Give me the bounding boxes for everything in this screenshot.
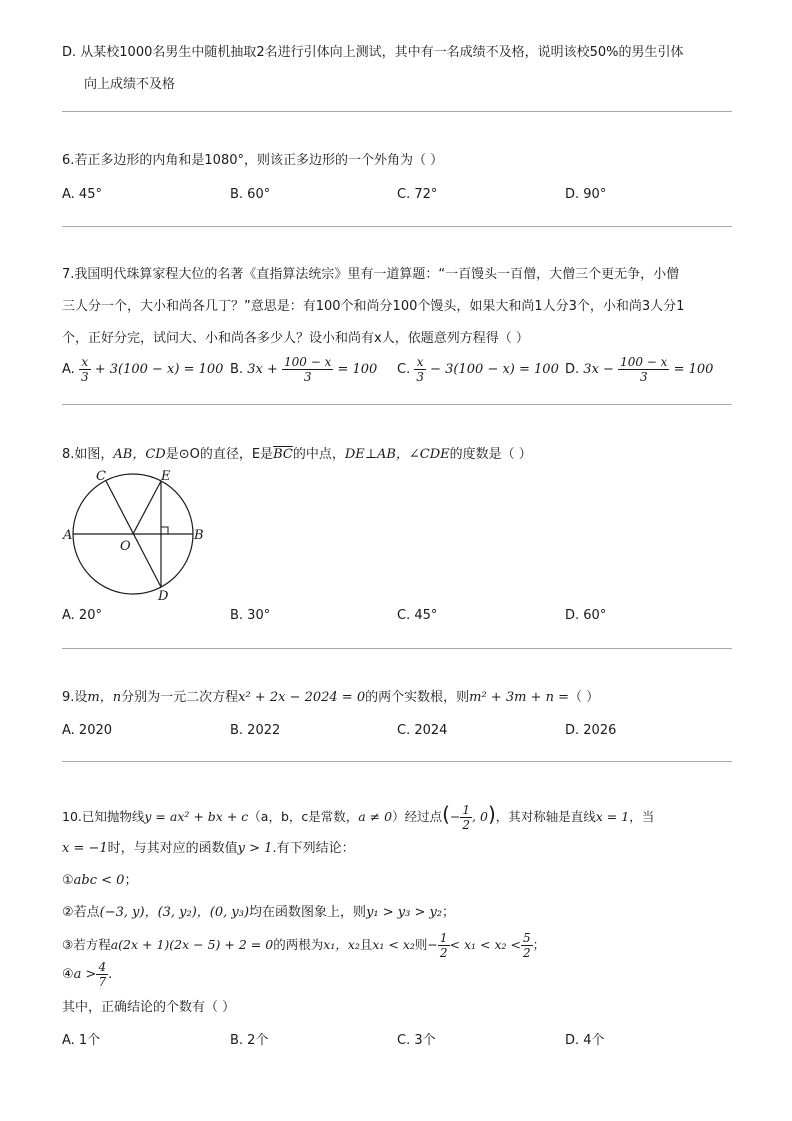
label-e: E — [161, 469, 171, 484]
fraction: $\frac{100 - x}{3}$ — [283, 355, 332, 384]
fraction: $\frac{100 - x}{3}$ — [620, 355, 668, 384]
option-label: C. — [397, 362, 411, 377]
q10-option-d[interactable]: D. 4个 — [565, 1033, 605, 1048]
q8-option-a[interactable]: A. 20° — [62, 608, 102, 623]
q5-option-d-line1: D. 从某校1000名男生中随机抽取2名进行引体向上测试，其中有一名成绩不及格，说明该校50%的男生引体 — [62, 45, 684, 60]
q9-option-b[interactable]: B. 2022 — [230, 723, 281, 738]
option-label: A. — [62, 362, 75, 377]
circle-diagram — [60, 466, 210, 604]
q9-stem: 9.设m，n分别为一元二次方程x² + 2x − 2024 = 0的两个实数根，则m² + 3m + n =（ ） — [62, 690, 600, 705]
separator — [62, 111, 732, 112]
fraction: $\frac{x}{3}$ — [416, 355, 424, 384]
q10-question: 其中，正确结论的个数有（ ） — [62, 1000, 236, 1015]
label-o: O — [120, 539, 131, 554]
label-d: D — [158, 589, 169, 604]
q6-option-b[interactable]: B. 60° — [230, 187, 271, 202]
label-a: A — [63, 528, 73, 543]
segment-oe — [133, 481, 161, 534]
label-b: B — [194, 528, 204, 543]
label-c: C — [96, 469, 106, 484]
q10-stem-line1: 10.已知抛物线y = ax² + bx + c（a，b，c是常数，a ≠ 0）经过点(− $\frac{1}{2}$ , 0)，其对称轴是直线x = 1，当 — [62, 802, 655, 832]
q7-option-b[interactable] — [230, 355, 377, 384]
option-label: B. — [230, 362, 244, 377]
q7-option-a[interactable] — [62, 355, 223, 384]
q10-conclusion-4: ④a > $\frac{4}{7}$ . — [62, 960, 113, 989]
q10-conclusion-2: ②若点(−3, y)，(3, y₂)，(0, y₃)均在函数图象上，则y₁ > y₃ > y₂； — [62, 905, 456, 920]
q6-option-d[interactable]: D. 90° — [565, 187, 607, 202]
q9-option-d[interactable]: D. 2026 — [565, 723, 617, 738]
q10-conclusion-3: ③若方程a(2x + 1)(2x − 5) + 2 = 0的两根为x₁，x₂且x₁ < x₂则− $\frac{1}{2}$ < x₁ < x₂ < $\frac{5}{2}$ ； — [62, 931, 546, 960]
option-label: D. — [565, 362, 580, 377]
separator — [62, 404, 732, 405]
q5-option-d-line2: 向上成绩不及格 — [84, 77, 176, 92]
q7-stem-line3: 个，正好分完，试问大、小和尚各多少人？设小和尚有x人，依题意列方程得（ ） — [62, 331, 529, 346]
q10-option-a[interactable]: A. 1个 — [62, 1033, 101, 1048]
q6-option-c[interactable]: C. 72° — [397, 187, 438, 202]
q9-option-c[interactable]: C. 2024 — [397, 723, 448, 738]
q10-conclusion-1: ①abc < 0； — [62, 873, 138, 888]
q8-option-b[interactable]: B. 30° — [230, 608, 271, 623]
expression: − 3(100 − x) = 100 — [430, 362, 559, 377]
fraction: $\frac{x}{3}$ — [80, 355, 89, 384]
expression: + 3(100 − x) = 100 — [94, 362, 224, 377]
separator — [62, 648, 732, 649]
q7-option-d[interactable] — [565, 355, 713, 384]
q8-option-c[interactable]: C. 45° — [397, 608, 438, 623]
separator — [62, 761, 732, 762]
q8-option-d[interactable]: D. 60° — [565, 608, 607, 623]
q10-stem-line2: x = −1时，与其对应的函数值y > 1.有下列结论： — [62, 841, 355, 856]
q7-stem-line1: 7.我国明代珠算家程大位的名著《直指算法统宗》里有一道算题：“一百馒头一百僧，大僧三个更无争，小僧 — [62, 267, 680, 282]
q7-option-c[interactable] — [397, 355, 559, 384]
q6-option-a[interactable]: A. 45° — [62, 187, 102, 202]
q8-stem: 8.如图，AB，CD是⊙O的直径，E是$\overline{BC}$的中点，DE⊥AB，∠CDE的度数是（ ） — [62, 447, 532, 462]
expression: = 100 — [337, 362, 378, 377]
q10-option-c[interactable]: C. 3个 — [397, 1033, 436, 1048]
q6-stem: 6.若正多边形的内角和是1080°，则该正多边形的一个外角为（ ） — [62, 153, 444, 168]
right-angle-mark — [161, 527, 168, 534]
q10-option-b[interactable]: B. 2个 — [230, 1033, 269, 1048]
expression: = 100 — [673, 362, 714, 377]
separator — [62, 226, 732, 227]
q9-option-a[interactable]: A. 2020 — [62, 723, 113, 738]
q7-stem-line2: 三人分一个，大小和尚各几丁？”意思是：有100个和尚分100个馒头，如果大和尚1人分3个，小和尚3人分1 — [62, 299, 685, 314]
expression: 3x − — [583, 362, 614, 377]
expression: 3x + — [247, 362, 278, 377]
